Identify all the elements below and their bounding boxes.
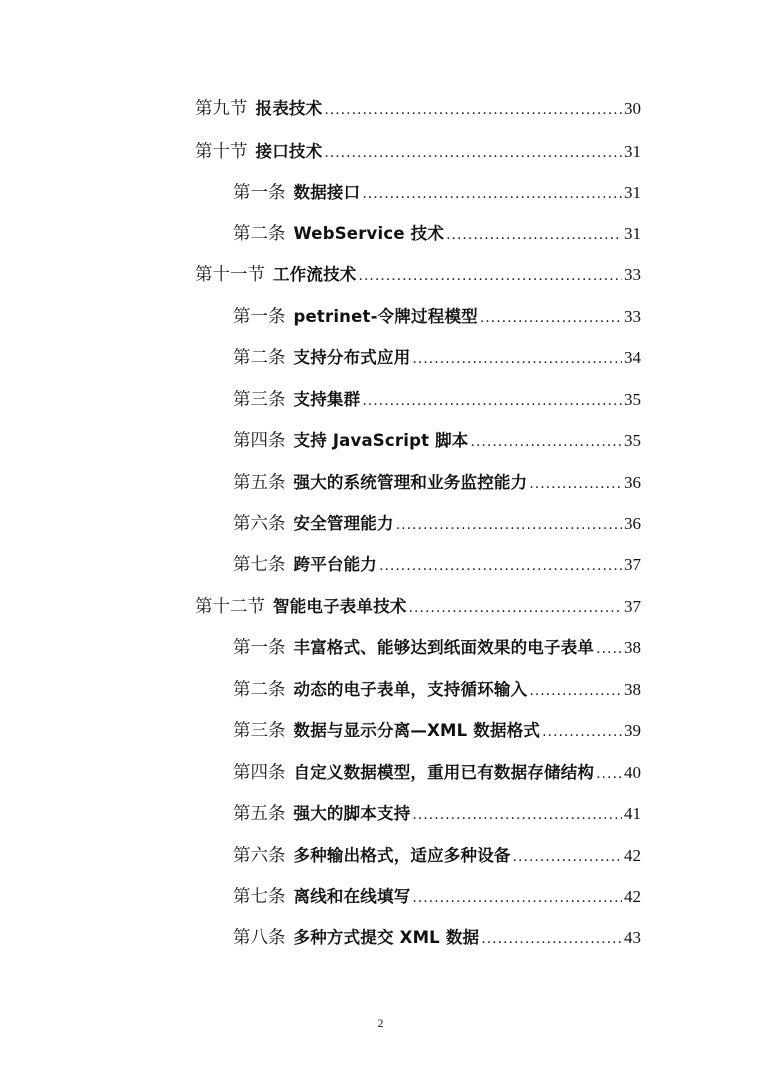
toc-leader-dots <box>362 179 622 209</box>
toc-entry-number: 第九节 <box>195 99 248 119</box>
toc-entry-number: 第四条 <box>233 763 286 783</box>
toc-entry[interactable] <box>233 426 641 456</box>
toc-entry[interactable] <box>195 94 641 124</box>
toc-entry-title: 安全管理能力 <box>293 514 394 533</box>
toc-entry-number: 第五条 <box>233 804 286 824</box>
toc-entry[interactable] <box>233 675 641 705</box>
toc-entry[interactable] <box>233 302 641 332</box>
toc-entry-title: 动态的电子表单，支持循环输入 <box>293 680 528 699</box>
toc-entry-number: 第三条 <box>233 390 286 410</box>
toc-entry[interactable] <box>233 758 641 788</box>
toc-entry-title: 接口技术 <box>255 142 323 161</box>
toc-leader-dots <box>513 842 622 872</box>
toc-leader-dots <box>412 800 622 830</box>
toc-leader-dots <box>480 303 622 333</box>
toc-leader-dots <box>529 469 622 499</box>
toc-entry-number: 第八条 <box>233 928 286 948</box>
toc-entry-title: 智能电子表单技术 <box>273 597 407 616</box>
toc-entry-number: 第三条 <box>233 721 286 741</box>
toc-leader-dots <box>596 759 622 789</box>
toc-entry-number: 第五条 <box>233 473 286 493</box>
toc-entry[interactable] <box>233 716 641 746</box>
toc-entry-page: 38 <box>624 680 641 699</box>
toc-entry-number: 第二条 <box>233 224 286 244</box>
toc-entry-page: 39 <box>624 721 641 740</box>
toc-entry-page: 43 <box>624 928 641 947</box>
toc-entry[interactable] <box>233 882 641 912</box>
toc-leader-dots <box>379 551 622 581</box>
toc-entry-page: 31 <box>624 224 641 243</box>
toc-leader-dots <box>412 883 622 913</box>
toc-entry-title: 强大的脚本支持 <box>293 804 411 823</box>
toc-entry[interactable] <box>233 509 641 539</box>
toc-entry-title: 工作流技术 <box>273 265 357 284</box>
toc-entry-page: 36 <box>624 473 641 492</box>
toc-entry[interactable] <box>233 923 641 953</box>
toc-leader-dots <box>396 510 622 540</box>
toc-entry-number: 第六条 <box>233 514 286 534</box>
toc-leader-dots <box>529 676 622 706</box>
page-number: 2 <box>377 1016 384 1030</box>
toc-entry-page: 41 <box>624 804 641 823</box>
toc-entry-number: 第六条 <box>233 846 286 866</box>
toc-entry-title: 支持集群 <box>293 390 361 409</box>
toc-entry[interactable] <box>195 260 641 290</box>
toc-entry-page: 31 <box>624 142 641 161</box>
toc-leader-dots <box>412 344 622 374</box>
toc-entry[interactable] <box>233 385 641 415</box>
toc-entry-title: 多种输出格式，适应多种设备 <box>293 846 511 865</box>
toc-entry-page: 33 <box>624 265 641 284</box>
toc-entry[interactable] <box>233 841 641 871</box>
toc-entry-page: 40 <box>624 763 641 782</box>
toc-entry-page: 36 <box>624 514 641 533</box>
toc-leader-dots <box>481 924 622 954</box>
toc-leader-dots <box>471 427 622 457</box>
toc-entry-page: 30 <box>624 99 641 118</box>
toc-leader-dots <box>446 220 622 250</box>
toc-leader-dots <box>542 717 622 747</box>
toc-entry[interactable] <box>195 137 641 167</box>
toc-leader-dots <box>324 95 622 125</box>
toc-entry-number: 第一条 <box>233 183 286 203</box>
toc-entry-number: 第二条 <box>233 348 286 368</box>
toc-entry-title: 多种方式提交 XML 数据 <box>293 928 480 947</box>
toc-entry-number: 第四条 <box>233 431 286 451</box>
toc-entry-title: 强大的系统管理和业务监控能力 <box>293 473 528 492</box>
toc-leader-dots <box>362 386 622 416</box>
toc-entry-number: 第十二节 <box>195 597 265 617</box>
toc-entry-title: WebService 技术 <box>293 224 445 243</box>
toc-entry-page: 37 <box>624 597 641 616</box>
toc-entry-page: 31 <box>624 183 641 202</box>
toc-entry[interactable] <box>233 550 641 580</box>
toc-entry-number: 第一条 <box>233 307 286 327</box>
toc-entry-title: 数据接口 <box>293 183 361 202</box>
toc-leader-dots <box>409 593 622 623</box>
toc-entry-page: 37 <box>624 555 641 574</box>
toc-entry-page: 42 <box>624 887 641 906</box>
toc-entry-number: 第十节 <box>195 142 248 162</box>
toc-entry-page: 35 <box>624 431 641 450</box>
toc-entry-page: 33 <box>624 307 641 326</box>
toc-entry-title: 支持分布式应用 <box>293 348 411 367</box>
toc-entry-title: 离线和在线填写 <box>293 887 411 906</box>
toc-entry-number: 第十一节 <box>195 265 265 285</box>
toc-entry[interactable] <box>233 799 641 829</box>
toc-entry-number: 第一条 <box>233 638 286 658</box>
toc-entry-title: 数据与显示分离—XML 数据格式 <box>293 721 541 740</box>
toc-entry-title: 丰富格式、能够达到纸面效果的电子表单 <box>293 638 595 657</box>
toc-entry-title: 跨平台能力 <box>293 555 377 574</box>
toc-entry-page: 34 <box>624 348 641 367</box>
toc-leader-dots <box>324 138 622 168</box>
toc-entry-title: 自定义数据模型，重用已有数据存储结构 <box>293 763 595 782</box>
toc-entry[interactable] <box>195 592 641 622</box>
toc-entry-number: 第二条 <box>233 680 286 700</box>
toc-entry[interactable] <box>233 219 641 249</box>
toc-entry-title: petrinet-令牌过程模型 <box>293 307 478 326</box>
toc-entry[interactable] <box>233 343 641 373</box>
toc-entry-number: 第七条 <box>233 555 286 575</box>
toc-entry[interactable] <box>233 178 641 208</box>
toc-leader-dots <box>359 261 623 291</box>
toc-entry[interactable] <box>233 468 641 498</box>
toc-entry-number: 第七条 <box>233 887 286 907</box>
toc-entry[interactable] <box>233 633 641 663</box>
toc-entry-page: 42 <box>624 846 641 865</box>
toc-entry-title: 报表技术 <box>255 99 323 118</box>
toc-entry-page: 38 <box>624 638 641 657</box>
toc-entry-page: 35 <box>624 390 641 409</box>
toc-entry-title: 支持 JavaScript 脚本 <box>293 431 469 450</box>
toc-leader-dots <box>596 634 622 664</box>
